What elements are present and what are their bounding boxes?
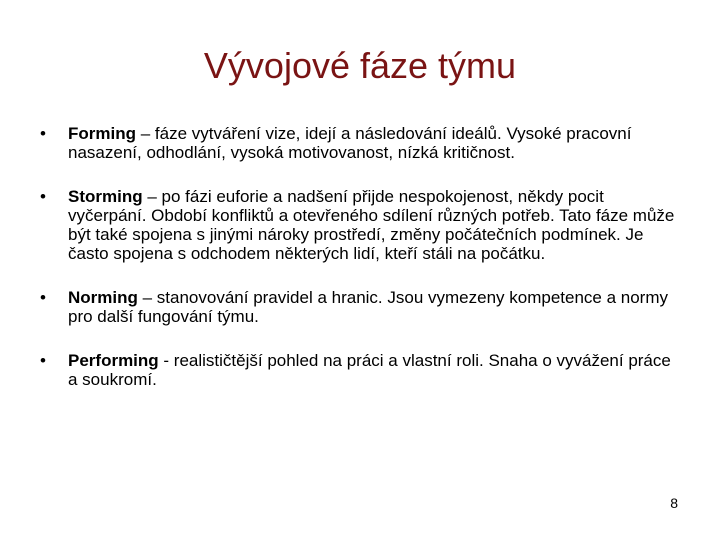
bullet-term: Storming — [68, 187, 143, 206]
bullet-marker: • — [40, 288, 46, 307]
bullet-forming — [36, 124, 676, 162]
bullet-marker: • — [40, 124, 46, 143]
bullet-text: – fáze vytváření vize, idejí a následování ideálů. Vysoké pracovní nasazení, odhodlání, vysoká motivovanost, nízká kritičnost. — [68, 124, 632, 162]
bullet-term: Forming — [68, 124, 136, 143]
slide-title: Vývojové fáze týmu — [203, 45, 517, 86]
bullet-storming — [36, 187, 676, 263]
bullet-term: Performing — [68, 351, 159, 370]
bullet-marker: • — [40, 187, 46, 206]
page-number: 8 — [670, 495, 678, 511]
bullet-list — [36, 124, 676, 389]
bullet-text: – po fázi euforie a nadšení přijde nespokojenost, někdy pocit vyčerpání. Období konfliktů a otevřeného sdílení různých potřeb. Tato fáze může být také spojena s jinými nároky prostředí, změny počátečních podmínek. Je často spojena s odchodem některých lidí, kteří stáli na počátku. — [68, 187, 675, 263]
bullet-text: - realističtější pohled na práci a vlastní roli. Snaha o vyvážení práce a soukromí. — [68, 351, 671, 389]
bullet-norming — [36, 288, 676, 326]
bullet-performing — [36, 351, 676, 389]
bullet-term: Norming — [68, 288, 138, 307]
bullet-marker: • — [40, 351, 46, 370]
bullet-text: – stanovování pravidel a hranic. Jsou vymezeny kompetence a normy pro další fungování týmu. — [68, 288, 668, 326]
